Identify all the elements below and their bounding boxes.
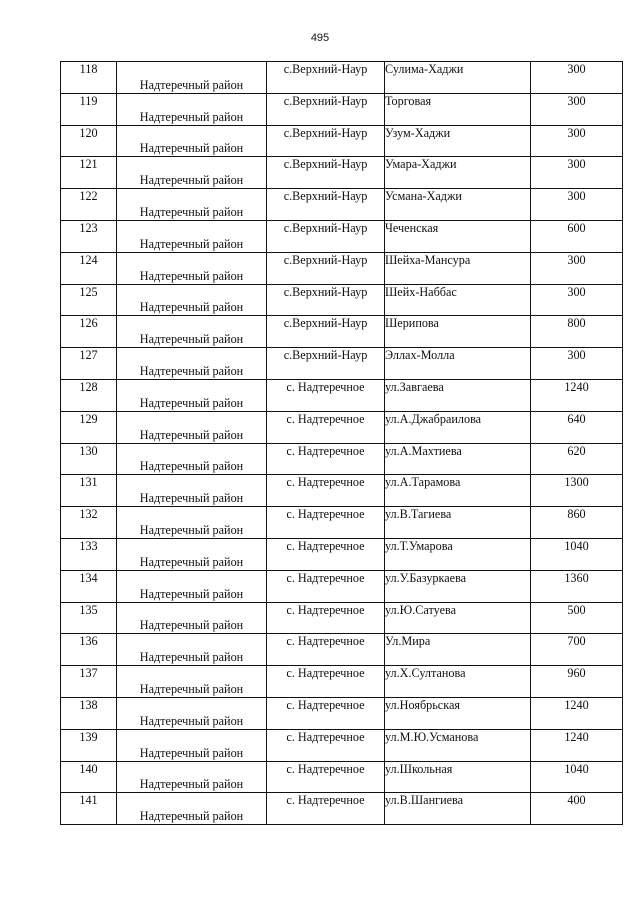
value-cell: 800 bbox=[531, 316, 623, 348]
table-row bbox=[61, 475, 623, 507]
street-cell: ул.Завгаева bbox=[385, 379, 531, 411]
settlement-cell: с. Надтеречное bbox=[267, 538, 385, 570]
table-row bbox=[61, 729, 623, 761]
settlement-cell: с. Надтеречное bbox=[267, 475, 385, 507]
value-cell: 860 bbox=[531, 507, 623, 539]
row-number-cell: 121 bbox=[61, 157, 117, 189]
row-number-cell: 129 bbox=[61, 411, 117, 443]
value-cell: 300 bbox=[531, 189, 623, 221]
row-number-cell: 141 bbox=[61, 793, 117, 825]
table-row bbox=[61, 602, 623, 634]
table-row bbox=[61, 538, 623, 570]
street-cell: ул.Ноябрьская bbox=[385, 697, 531, 729]
table-row bbox=[61, 316, 623, 348]
settlement-cell: с.Верхний-Наур bbox=[267, 316, 385, 348]
value-cell: 300 bbox=[531, 348, 623, 380]
street-cell: Шерипова bbox=[385, 316, 531, 348]
settlement-cell: с.Верхний-Наур bbox=[267, 62, 385, 94]
district-cell: Надтеречный район bbox=[117, 379, 267, 411]
district-cell: Надтеречный район bbox=[117, 793, 267, 825]
district-cell: Надтеречный район bbox=[117, 570, 267, 602]
district-cell: Надтеречный район bbox=[117, 411, 267, 443]
row-number-cell: 120 bbox=[61, 125, 117, 157]
district-cell: Надтеречный район bbox=[117, 475, 267, 507]
value-cell: 1240 bbox=[531, 379, 623, 411]
street-cell: Шейх-Наббас bbox=[385, 284, 531, 316]
table-row bbox=[61, 62, 623, 94]
row-number-cell: 128 bbox=[61, 379, 117, 411]
value-cell: 300 bbox=[531, 125, 623, 157]
value-cell: 1300 bbox=[531, 475, 623, 507]
table-row bbox=[61, 570, 623, 602]
settlement-cell: с. Надтеречное bbox=[267, 570, 385, 602]
district-cell: Надтеречный район bbox=[117, 252, 267, 284]
page-number: 495 bbox=[310, 32, 330, 44]
value-cell: 960 bbox=[531, 666, 623, 698]
value-cell: 1240 bbox=[531, 697, 623, 729]
settlement-cell: с. Надтеречное bbox=[267, 443, 385, 475]
value-cell: 700 bbox=[531, 634, 623, 666]
district-cell: Надтеречный район bbox=[117, 348, 267, 380]
value-cell: 300 bbox=[531, 93, 623, 125]
table-row bbox=[61, 443, 623, 475]
row-number-cell: 137 bbox=[61, 666, 117, 698]
district-cell: Надтеречный район bbox=[117, 634, 267, 666]
table-row bbox=[61, 93, 623, 125]
value-cell: 300 bbox=[531, 252, 623, 284]
table-body bbox=[61, 62, 623, 825]
street-registry-table bbox=[60, 61, 623, 825]
table-row bbox=[61, 284, 623, 316]
row-number-cell: 119 bbox=[61, 93, 117, 125]
district-cell: Надтеречный район bbox=[117, 62, 267, 94]
row-number-cell: 126 bbox=[61, 316, 117, 348]
table-row bbox=[61, 666, 623, 698]
settlement-cell: с.Верхний-Наур bbox=[267, 220, 385, 252]
district-cell: Надтеречный район bbox=[117, 729, 267, 761]
table-row bbox=[61, 793, 623, 825]
settlement-cell: с. Надтеречное bbox=[267, 793, 385, 825]
value-cell: 300 bbox=[531, 62, 623, 94]
district-cell: Надтеречный район bbox=[117, 284, 267, 316]
district-cell: Надтеречный район bbox=[117, 157, 267, 189]
table-row bbox=[61, 220, 623, 252]
district-cell: Надтеречный район bbox=[117, 538, 267, 570]
value-cell: 400 bbox=[531, 793, 623, 825]
district-cell: Надтеречный район bbox=[117, 507, 267, 539]
settlement-cell: с.Верхний-Наур bbox=[267, 284, 385, 316]
row-number-cell: 130 bbox=[61, 443, 117, 475]
street-cell: ул.У.Базуркаева bbox=[385, 570, 531, 602]
street-cell: ул.В.Шангиева bbox=[385, 793, 531, 825]
street-cell: ул.Х.Султанова bbox=[385, 666, 531, 698]
street-cell: ул.В.Тагиева bbox=[385, 507, 531, 539]
table-row bbox=[61, 189, 623, 221]
table-row bbox=[61, 761, 623, 793]
street-cell: Торговая bbox=[385, 93, 531, 125]
street-cell: ул.Ю.Сатуева bbox=[385, 602, 531, 634]
value-cell: 300 bbox=[531, 157, 623, 189]
street-cell: Сулима-Хаджи bbox=[385, 62, 531, 94]
settlement-cell: с. Надтеречное bbox=[267, 634, 385, 666]
street-cell: Ул.Мира bbox=[385, 634, 531, 666]
table-row bbox=[61, 252, 623, 284]
row-number-cell: 132 bbox=[61, 507, 117, 539]
settlement-cell: с. Надтеречное bbox=[267, 729, 385, 761]
table-row bbox=[61, 634, 623, 666]
street-cell: Умара-Хаджи bbox=[385, 157, 531, 189]
street-cell: Эллах-Молла bbox=[385, 348, 531, 380]
value-cell: 600 bbox=[531, 220, 623, 252]
row-number-cell: 134 bbox=[61, 570, 117, 602]
value-cell: 300 bbox=[531, 284, 623, 316]
table-row bbox=[61, 507, 623, 539]
value-cell: 1240 bbox=[531, 729, 623, 761]
table-row bbox=[61, 125, 623, 157]
street-cell: ул.А.Джабраилова bbox=[385, 411, 531, 443]
row-number-cell: 135 bbox=[61, 602, 117, 634]
row-number-cell: 138 bbox=[61, 697, 117, 729]
settlement-cell: с.Верхний-Наур bbox=[267, 125, 385, 157]
district-cell: Надтеречный район bbox=[117, 93, 267, 125]
settlement-cell: с. Надтеречное bbox=[267, 507, 385, 539]
value-cell: 620 bbox=[531, 443, 623, 475]
settlement-cell: с. Надтеречное bbox=[267, 411, 385, 443]
settlement-cell: с.Верхний-Наур bbox=[267, 189, 385, 221]
street-cell: Узум-Хаджи bbox=[385, 125, 531, 157]
table-row bbox=[61, 157, 623, 189]
settlement-cell: с.Верхний-Наур bbox=[267, 252, 385, 284]
table-row bbox=[61, 411, 623, 443]
table-row bbox=[61, 348, 623, 380]
street-cell: ул.А.Махтиева bbox=[385, 443, 531, 475]
row-number-cell: 122 bbox=[61, 189, 117, 221]
settlement-cell: с. Надтеречное bbox=[267, 602, 385, 634]
row-number-cell: 124 bbox=[61, 252, 117, 284]
table-row bbox=[61, 379, 623, 411]
street-cell: ул.Т.Умарова bbox=[385, 538, 531, 570]
value-cell: 1360 bbox=[531, 570, 623, 602]
street-cell: Усмана-Хаджи bbox=[385, 189, 531, 221]
row-number-cell: 133 bbox=[61, 538, 117, 570]
row-number-cell: 140 bbox=[61, 761, 117, 793]
street-cell: ул.А.Тарамова bbox=[385, 475, 531, 507]
district-cell: Надтеречный район bbox=[117, 761, 267, 793]
row-number-cell: 136 bbox=[61, 634, 117, 666]
settlement-cell: с. Надтеречное bbox=[267, 697, 385, 729]
row-number-cell: 123 bbox=[61, 220, 117, 252]
district-cell: Надтеречный район bbox=[117, 189, 267, 221]
district-cell: Надтеречный район bbox=[117, 697, 267, 729]
district-cell: Надтеречный район bbox=[117, 220, 267, 252]
district-cell: Надтеречный район bbox=[117, 666, 267, 698]
district-cell: Надтеречный район bbox=[117, 443, 267, 475]
settlement-cell: с.Верхний-Наур bbox=[267, 93, 385, 125]
value-cell: 1040 bbox=[531, 538, 623, 570]
district-cell: Надтеречный район bbox=[117, 602, 267, 634]
value-cell: 1040 bbox=[531, 761, 623, 793]
table-row bbox=[61, 697, 623, 729]
row-number-cell: 118 bbox=[61, 62, 117, 94]
row-number-cell: 125 bbox=[61, 284, 117, 316]
street-cell: ул.Школьная bbox=[385, 761, 531, 793]
settlement-cell: с.Верхний-Наур bbox=[267, 348, 385, 380]
settlement-cell: с. Надтеречное bbox=[267, 379, 385, 411]
row-number-cell: 139 bbox=[61, 729, 117, 761]
row-number-cell: 127 bbox=[61, 348, 117, 380]
settlement-cell: с.Верхний-Наур bbox=[267, 157, 385, 189]
value-cell: 640 bbox=[531, 411, 623, 443]
street-cell: Чеченская bbox=[385, 220, 531, 252]
street-cell: ул.М.Ю.Усманова bbox=[385, 729, 531, 761]
district-cell: Надтеречный район bbox=[117, 125, 267, 157]
value-cell: 500 bbox=[531, 602, 623, 634]
row-number-cell: 131 bbox=[61, 475, 117, 507]
street-cell: Шейха-Мансура bbox=[385, 252, 531, 284]
settlement-cell: с. Надтеречное bbox=[267, 761, 385, 793]
settlement-cell: с. Надтеречное bbox=[267, 666, 385, 698]
district-cell: Надтеречный район bbox=[117, 316, 267, 348]
